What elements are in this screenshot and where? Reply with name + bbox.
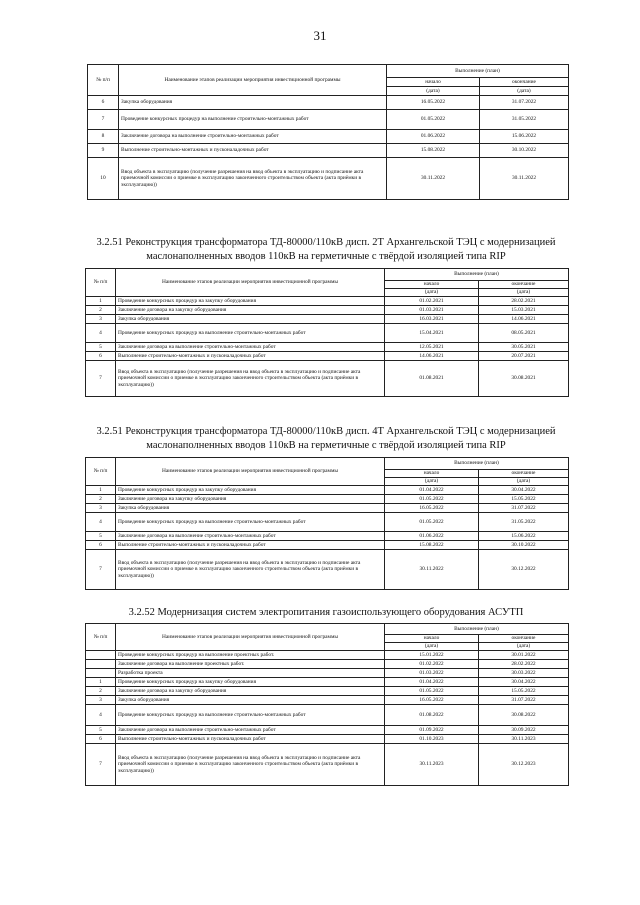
row-end: 30.04.2022 — [479, 678, 569, 687]
table-row — [86, 495, 569, 504]
col-header-date: (дата) — [387, 87, 480, 96]
row-end: 20.07.2021 — [479, 352, 569, 361]
row-end: 15.06.2022 — [480, 130, 569, 144]
row-start: 01.04.2022 — [385, 678, 479, 687]
table-block-0 — [87, 64, 568, 200]
table-row — [86, 550, 569, 590]
table-row — [88, 110, 569, 130]
row-end: 15.05.2022 — [479, 687, 569, 696]
row-stage: Проведение конкурсных процедур на выполнение строительно-монтажных работ — [116, 705, 385, 726]
table-row — [88, 144, 569, 158]
row-start: 01.03.2022 — [385, 669, 479, 678]
row-end: 08.05.2021 — [479, 324, 569, 343]
col-header-stage: Наименование этапов реализации мероприятия инвестиционной программы — [119, 65, 387, 96]
col-header-end: окончание — [479, 281, 569, 289]
table-row — [86, 726, 569, 735]
col-header-end: окончание — [479, 635, 569, 643]
col-header-num: № п/п — [86, 269, 116, 297]
row-end: 31.05.2022 — [479, 513, 569, 532]
row-num: 7 — [86, 550, 116, 590]
row-stage: Проведение конкурсных процедур на выполнение проектных работ. — [116, 651, 385, 660]
table-row — [86, 324, 569, 343]
col-header-stage: Наименование этапов реализации мероприятия инвестиционной программы — [116, 458, 385, 486]
row-stage: Проведение конкурсных процедур на закупку оборудования — [116, 678, 385, 687]
row-start: 30.11.2022 — [385, 550, 479, 590]
row-end: 28.02.2022 — [479, 660, 569, 669]
col-header-date: (дата) — [385, 478, 479, 486]
row-num: 1 — [86, 678, 116, 687]
row-num: 6 — [88, 96, 119, 110]
col-header-exec: Выполнение (план) — [387, 65, 569, 78]
row-stage: Заключение договора на выполнение строительно-монтажных работ — [116, 532, 385, 541]
row-num: 6 — [86, 541, 116, 550]
row-num: 7 — [86, 744, 116, 786]
row-num: 6 — [86, 735, 116, 744]
table-row — [88, 130, 569, 144]
row-end: 30.01.2022 — [479, 651, 569, 660]
row-num: 3 — [86, 696, 116, 705]
table-row — [86, 651, 569, 660]
row-stage: Проведение конкурсных процедур на выполнение строительно-монтажных работ — [116, 324, 385, 343]
table-block-3 — [85, 623, 568, 786]
row-end: 14.06.2021 — [479, 315, 569, 324]
row-stage: Проведение конкурсных процедур на закупку оборудования — [116, 297, 385, 306]
col-header-stage: Наименование этапов реализации мероприятия инвестиционной программы — [116, 624, 385, 651]
row-stage: Проведение конкурсных процедур на закупку оборудования — [116, 486, 385, 495]
row-num: 7 — [86, 361, 116, 397]
col-header-exec: Выполнение (план) — [385, 624, 569, 635]
row-end: 31.05.2022 — [480, 110, 569, 130]
row-end: 28.02.2021 — [479, 297, 569, 306]
row-start: 16.05.2022 — [387, 96, 480, 110]
col-header-stage: Наименование этапов реализации мероприятия инвестиционной программы — [116, 269, 385, 297]
row-end: 30.08.2021 — [479, 361, 569, 397]
row-stage: Заключение договора на закупку оборудования — [116, 687, 385, 696]
table-row — [86, 343, 569, 352]
schedule-table-2 — [85, 457, 569, 590]
row-num: 10 — [88, 158, 119, 200]
row-end: 15.06.2022 — [479, 532, 569, 541]
row-end: 31.07.2022 — [479, 696, 569, 705]
row-start: 01.05.2022 — [387, 110, 480, 130]
table-row — [86, 315, 569, 324]
row-start: 16.03.2021 — [385, 315, 479, 324]
table-row — [86, 532, 569, 541]
table-row — [86, 513, 569, 532]
row-start: 30.11.2022 — [387, 158, 480, 200]
row-start: 01.05.2022 — [385, 687, 479, 696]
page-number: 31 — [313, 28, 327, 43]
col-header-date: (дата) — [385, 643, 479, 651]
row-num: 8 — [88, 130, 119, 144]
row-stage: Выполнение строительно-монтажных и пусконаладочных работ — [116, 352, 385, 361]
col-header-date: (дата) — [479, 289, 569, 297]
schedule-table-0 — [87, 64, 569, 200]
row-end: 30.10.2022 — [480, 144, 569, 158]
table-row — [86, 306, 569, 315]
row-num — [86, 660, 116, 669]
row-end: 30.04.2022 — [479, 486, 569, 495]
row-end: 30.05.2021 — [479, 343, 569, 352]
row-start: 16.05.2022 — [385, 696, 479, 705]
row-stage: Ввод объекта в эксплуатацию (получение разрешения на ввод объекта в эксплуатацию и подписание акта приемочной комиссии о приемке в эксплуатацию законченного строительством объекта (акта приёмки в эксплуатацию)) — [116, 361, 385, 397]
row-end: 30.09.2022 — [479, 726, 569, 735]
row-start: 15.04.2021 — [385, 324, 479, 343]
row-stage: Закупка оборудования — [119, 96, 387, 110]
row-start: 01.05.2022 — [385, 513, 479, 532]
row-stage: Выполнение строительно-монтажных и пусконаладочных работ — [119, 144, 387, 158]
row-num: 5 — [86, 726, 116, 735]
row-num: 2 — [86, 495, 116, 504]
row-num — [86, 669, 116, 678]
col-header-date: (дата) — [479, 478, 569, 486]
table-row — [86, 696, 569, 705]
schedule-table-1 — [85, 268, 569, 397]
row-num: 1 — [86, 486, 116, 495]
table-row — [86, 352, 569, 361]
row-num: 3 — [86, 504, 116, 513]
row-start: 01.02.2022 — [385, 660, 479, 669]
row-start: 01.10.2023 — [385, 735, 479, 744]
col-header-start: начало — [385, 635, 479, 643]
row-start: 01.04.2022 — [385, 486, 479, 495]
row-start: 01.06.2022 — [385, 532, 479, 541]
row-num: 7 — [88, 110, 119, 130]
row-end: 30.12.2022 — [479, 550, 569, 590]
row-num: 2 — [86, 687, 116, 696]
table-row — [86, 744, 569, 786]
table-row — [86, 297, 569, 306]
row-start: 15.01.2022 — [385, 651, 479, 660]
row-start: 01.08.2021 — [385, 361, 479, 397]
row-num: 9 — [88, 144, 119, 158]
row-stage: Ввод объекта в эксплуатацию (получение разрешения на ввод объекта в эксплуатацию и подписание акта приемочной комиссии о приемке в эксплуатацию законченного строительством объекта (акта приёмки в эксплуатацию)) — [119, 158, 387, 200]
table-row — [88, 96, 569, 110]
row-start: 01.06.2022 — [387, 130, 480, 144]
row-start: 15.08.2022 — [385, 541, 479, 550]
row-start: 15.08.2022 — [387, 144, 480, 158]
table-row — [88, 158, 569, 200]
table-row — [86, 486, 569, 495]
col-header-start: начало — [385, 470, 479, 478]
row-stage: Закупка оборудования — [116, 696, 385, 705]
col-header-num: № п/п — [86, 458, 116, 486]
row-num: 1 — [86, 297, 116, 306]
row-stage: Заключение договора на закупку оборудования — [116, 495, 385, 504]
col-header-start: начало — [387, 78, 480, 87]
table-row — [86, 361, 569, 397]
table-row — [86, 687, 569, 696]
row-stage: Выполнение строительно-монтажных и пусконаладочных работ — [116, 541, 385, 550]
row-num: 4 — [86, 513, 116, 532]
table-row — [86, 504, 569, 513]
row-stage: Заключение договора на закупку оборудования — [116, 306, 385, 315]
row-end: 31.07.2022 — [479, 504, 569, 513]
row-num: 2 — [86, 306, 116, 315]
row-end: 15.05.2022 — [479, 495, 569, 504]
col-header-date: (дата) — [479, 643, 569, 651]
row-num: 5 — [86, 343, 116, 352]
row-end: 15.03.2021 — [479, 306, 569, 315]
row-stage: Ввод объекта в эксплуатацию (получение разрешения на ввод объекта в эксплуатацию и подписание акта приемочной комиссии о приемке в эксплуатацию законченного строительством объекта (акта приёмки в эксплуатацию)) — [116, 744, 385, 786]
row-end: 30.08.2022 — [479, 705, 569, 726]
table-row — [86, 541, 569, 550]
row-num: 6 — [86, 352, 116, 361]
row-end: 30.12.2023 — [479, 744, 569, 786]
row-num: 5 — [86, 532, 116, 541]
row-end: 31.07.2022 — [480, 96, 569, 110]
col-header-date: (дата) — [480, 87, 569, 96]
row-stage: Проведение конкурсных процедур на выполнение строительно-монтажных работ — [119, 110, 387, 130]
row-start: 30.11.2023 — [385, 744, 479, 786]
row-stage: Заключение договора на выполнение проектных работ. — [116, 660, 385, 669]
row-start: 01.05.2022 — [385, 495, 479, 504]
table-block-1 — [85, 268, 568, 397]
row-stage: Выполнение строительно-монтажных и пусконаладочных работ — [116, 735, 385, 744]
section-heading-asutp: 3.2.52 Модернизация систем электропитания газоиспользующего оборудования АСУТП — [128, 607, 524, 618]
row-start: 01.03.2021 — [385, 306, 479, 315]
row-num: 4 — [86, 324, 116, 343]
col-header-num: № п/п — [88, 65, 119, 96]
section-heading-2t: 3.2.51 Реконструкция трансформатора ТД-80000/110кВ дисп. 2Т Архангельской ТЭЦ с модернизацией маслонаполненных вводов 110кВ на герметичные с твёрдой изоляцией типа RIP — [96, 237, 556, 262]
row-end: 30.03.2022 — [479, 669, 569, 678]
row-num — [86, 651, 116, 660]
row-stage: Закупка оборудования — [116, 315, 385, 324]
table-row — [86, 669, 569, 678]
table-row — [86, 705, 569, 726]
row-stage: Проведение конкурсных процедур на выполнение строительно-монтажных работ — [116, 513, 385, 532]
row-stage: Заключение договора на выполнение строительно-монтажных работ — [116, 726, 385, 735]
table-row — [86, 735, 569, 744]
row-stage: Ввод объекта в эксплуатацию (получение разрешения на ввод объекта в эксплуатацию и подписание акта приемочной комиссии о приемке в эксплуатацию законченного строительством объекта (акта приёмки в эксплуатацию)) — [116, 550, 385, 590]
row-stage: Заключение договора на выполнение строительно-монтажных работ — [116, 343, 385, 352]
col-header-start: начало — [385, 281, 479, 289]
table-row — [86, 660, 569, 669]
row-start: 16.05.2022 — [385, 504, 479, 513]
col-header-exec: Выполнение (план) — [385, 269, 569, 281]
col-header-exec: Выполнение (план) — [385, 458, 569, 470]
row-end: 30.10.2022 — [479, 541, 569, 550]
col-header-num: № п/п — [86, 624, 116, 651]
row-start: 12.05.2021 — [385, 343, 479, 352]
row-start: 01.02.2021 — [385, 297, 479, 306]
row-end: 30.11.2022 — [480, 158, 569, 200]
table-row — [86, 678, 569, 687]
col-header-date: (дата) — [385, 289, 479, 297]
row-stage: Разработка проекта — [116, 669, 385, 678]
section-heading-4t: 3.2.51 Реконструкция трансформатора ТД-80000/110кВ дисп. 4Т Архангельской ТЭЦ с модернизацией маслонаполненных вводов 110кВ на герметичные с твёрдой изоляцией типа RIP — [96, 426, 556, 451]
row-stage: Закупка оборудования — [116, 504, 385, 513]
row-start: 14.06.2021 — [385, 352, 479, 361]
row-num: 3 — [86, 315, 116, 324]
row-end: 30.11.2023 — [479, 735, 569, 744]
col-header-end: окончание — [479, 470, 569, 478]
row-stage: Заключение договора на выполнение строительно-монтажных работ — [119, 130, 387, 144]
schedule-table-3 — [85, 623, 569, 786]
row-num: 4 — [86, 705, 116, 726]
table-block-2 — [85, 457, 568, 590]
row-start: 01.08.2022 — [385, 705, 479, 726]
row-start: 01.09.2022 — [385, 726, 479, 735]
col-header-end: окончание — [480, 78, 569, 87]
